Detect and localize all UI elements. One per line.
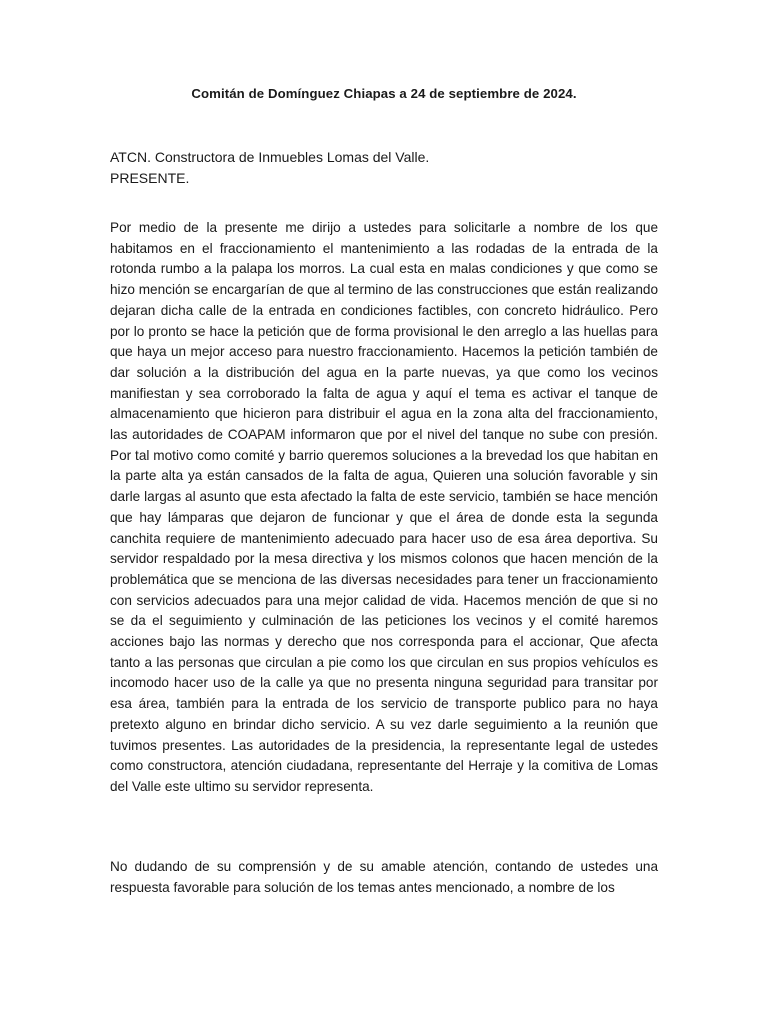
place-date-heading: Comitán de Domínguez Chiapas a 24 de septiembre de 2024. bbox=[191, 86, 577, 101]
presente-line: PRESENTE. bbox=[110, 169, 190, 186]
recipient-line: ATCN. Constructora de Inmuebles Lomas del Valle. bbox=[110, 149, 430, 165]
body-paragraph-2: No dudando de su comprensión y de su amable atención, contando de ustedes una respuesta favorable para solución de los temas antes mencionado, a nombre de los bbox=[110, 859, 658, 895]
recipient-block bbox=[110, 147, 658, 188]
body-paragraph-1: Por medio de la presente me dirijo a ustedes para solicitarle a nombre de los que habitamos en el fraccionamiento el mantenimiento a las rodadas de la entrada de la rotonda rumbo a la palapa los morros. La cual esta en malas condiciones y que como se hizo mención se encargarían de que al termino de las construcciones que están realizando dejaran dicha calle de la entrada en condiciones factibles, con concreto hidráulico. Pero por lo pronto se hace la petición que de forma provisional le den arreglo a las huellas para que haya un mejor acceso para nuestro fraccionamiento. Hacemos la petición también de dar solución a la distribución del agua en la parte nuevas, ya que como los vecinos manifiestan y sea corroborado la falta de agua y aquí el tema es activar el tanque de almacenamiento que hicieron para distribuir el agua en la zona alta del fraccionamiento, las autoridades de COAPAM informaron que por el nivel del tanque no sube con presión. Por tal motivo como comité y barrio queremos soluciones a la brevedad los que habitan en la parte alta ya están cansados de la falta de agua, Quieren una solución favorable y sin darle largas al asunto que esta afectado la falta de este servicio, también se hace mención que hay lámparas que dejaron de funcionar y que el área de donde esta la segunda canchita requiere de mantenimiento adecuado para hacer uso de esa área deportiva. Su servidor respaldado por la mesa directiva y los mismos colonos que hacen mención de la problemática que se menciona de las diversas necesidades para tener un fraccionamiento con servicios adecuados para una mejor calidad de vida. Hacemos mención de que si no se da el seguimiento y culminación de las peticiones los vecinos y el comité haremos acciones bajo las normas y derecho que nos corresponda para el accionar, Que afecta tanto a las personas que circulan a pie como los que circulan en sus propios vehículos es incomodo hacer uso de la calle ya que no presenta ninguna seguridad para transitar por esa área, también para la entrada de los servicio de transporte publico para no haya pretexto alguno en brindar dicho servicio. A su vez darle seguimiento a la reunión que tuvimos presentes. Las autoridades de la presidencia, la representante legal de ustedes como constructora, atención ciudadana, representante del Herraje y la comitiva de Lomas del Valle este ultimo su servidor representa. bbox=[110, 220, 658, 794]
